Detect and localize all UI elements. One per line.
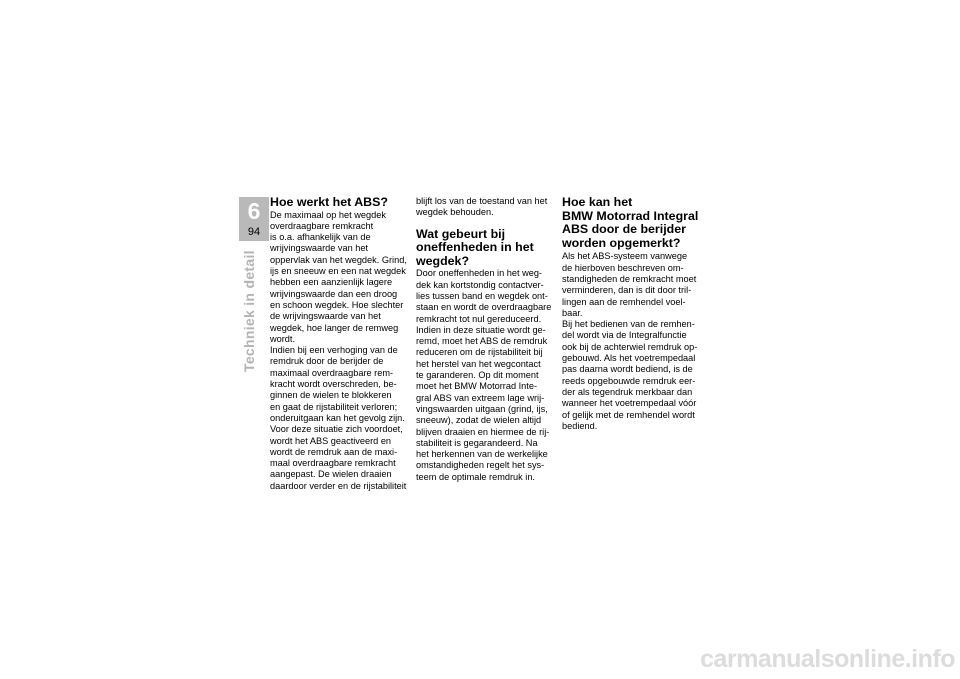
column-1 [270,196,420,492]
heading-rider-notice: Hoe kan het BMW Motorrad Integral ABS door de berijder worden opgemerkt? [562,195,699,250]
body-rider-notice: Als het ABS-systeem vanwege de hierboven beschreven om- standigheden de remkracht moet verminderen, dan is dit door tril- lingen aan de remhendel voel- baar. Bij het bedienen van de remhen- del wordt via de Integralfunctie ook bij de achterwiel remdruk op- gebouwd. Als het voetrempedaal pas daarna wordt bediend, is de reeds opgebouwde remdruk eer- der als tegendruk merkbaar dan wanneer het voetrempedaal vóór of gelijk met de remhendel wordt bediend. [562,251,698,431]
column-2 [416,196,566,483]
section-title: Techniek in detail [241,250,257,372]
watermark: carmanualsonline.info [700,645,955,673]
chapter-tab [239,197,269,241]
body-road-unevenness: Door oneffenheden in het weg- dek kan kortstondig contactver- lies tussen band en wegdek ont- staan en wordt de overdraagbare remkracht tot nul gereduceerd. Indien in deze situatie wordt ge- remd, moet het ABS de remdruk reduceren om de rijstabiliteit bij het herstel van het wegcontact te garanderen. Op dit moment moet het BMW Motorrad Inte- gral ABS van extreem lage wrij- vingswaarden uitgaan (grind, ijs, sneeuw), zodat de wielen altijd blijven draaien en hiermee de rij- stabiliteit is gegarandeerd. Na het herkennen van de werkelijke omstandigheden regelt het sys- teem de optimale remdruk in. [416,268,552,482]
chapter-number: 6 [247,198,261,224]
body-how-abs-works: De maximaal op het wegdek overdraagbare remkracht is o.a. afhankelijk van de wrijvingswaarde van het oppervlak van het wegdek. Grind, ijs en sneeuw en een nat wegdek hebben een aanzienlijk lagere wrijvingswaarde dan een droog en schoon wegdek. Hoe slechter de wrijvingswaarde van het wegdek, hoe langer de remweg wordt. Indien bij een verhoging van de remdruk door de berijder de maximaal overdraagbare rem- kracht wordt overschreden, be- ginnen de wielen te blokkeren en gaat de rijstabiliteit verloren; onderuitgaan kan het gevolg zijn. Voor deze situatie zich voordoet, wordt het ABS geactiveerd en wordt de remdruk aan de maxi- maal overdraagbare remkracht aangepast. De wielen draaien daardoor verder en de rijstabiliteit [270,209,407,491]
body-continuation: blijft los van de toestand van het wegdek behouden. [416,196,548,218]
heading-road-unevenness: Wat gebeurt bij oneffenheden in het wegdek? [416,226,534,268]
heading-how-abs-works: Hoe werkt het ABS? [270,195,388,209]
column-3 [562,196,712,432]
page-number: 94 [247,226,261,238]
